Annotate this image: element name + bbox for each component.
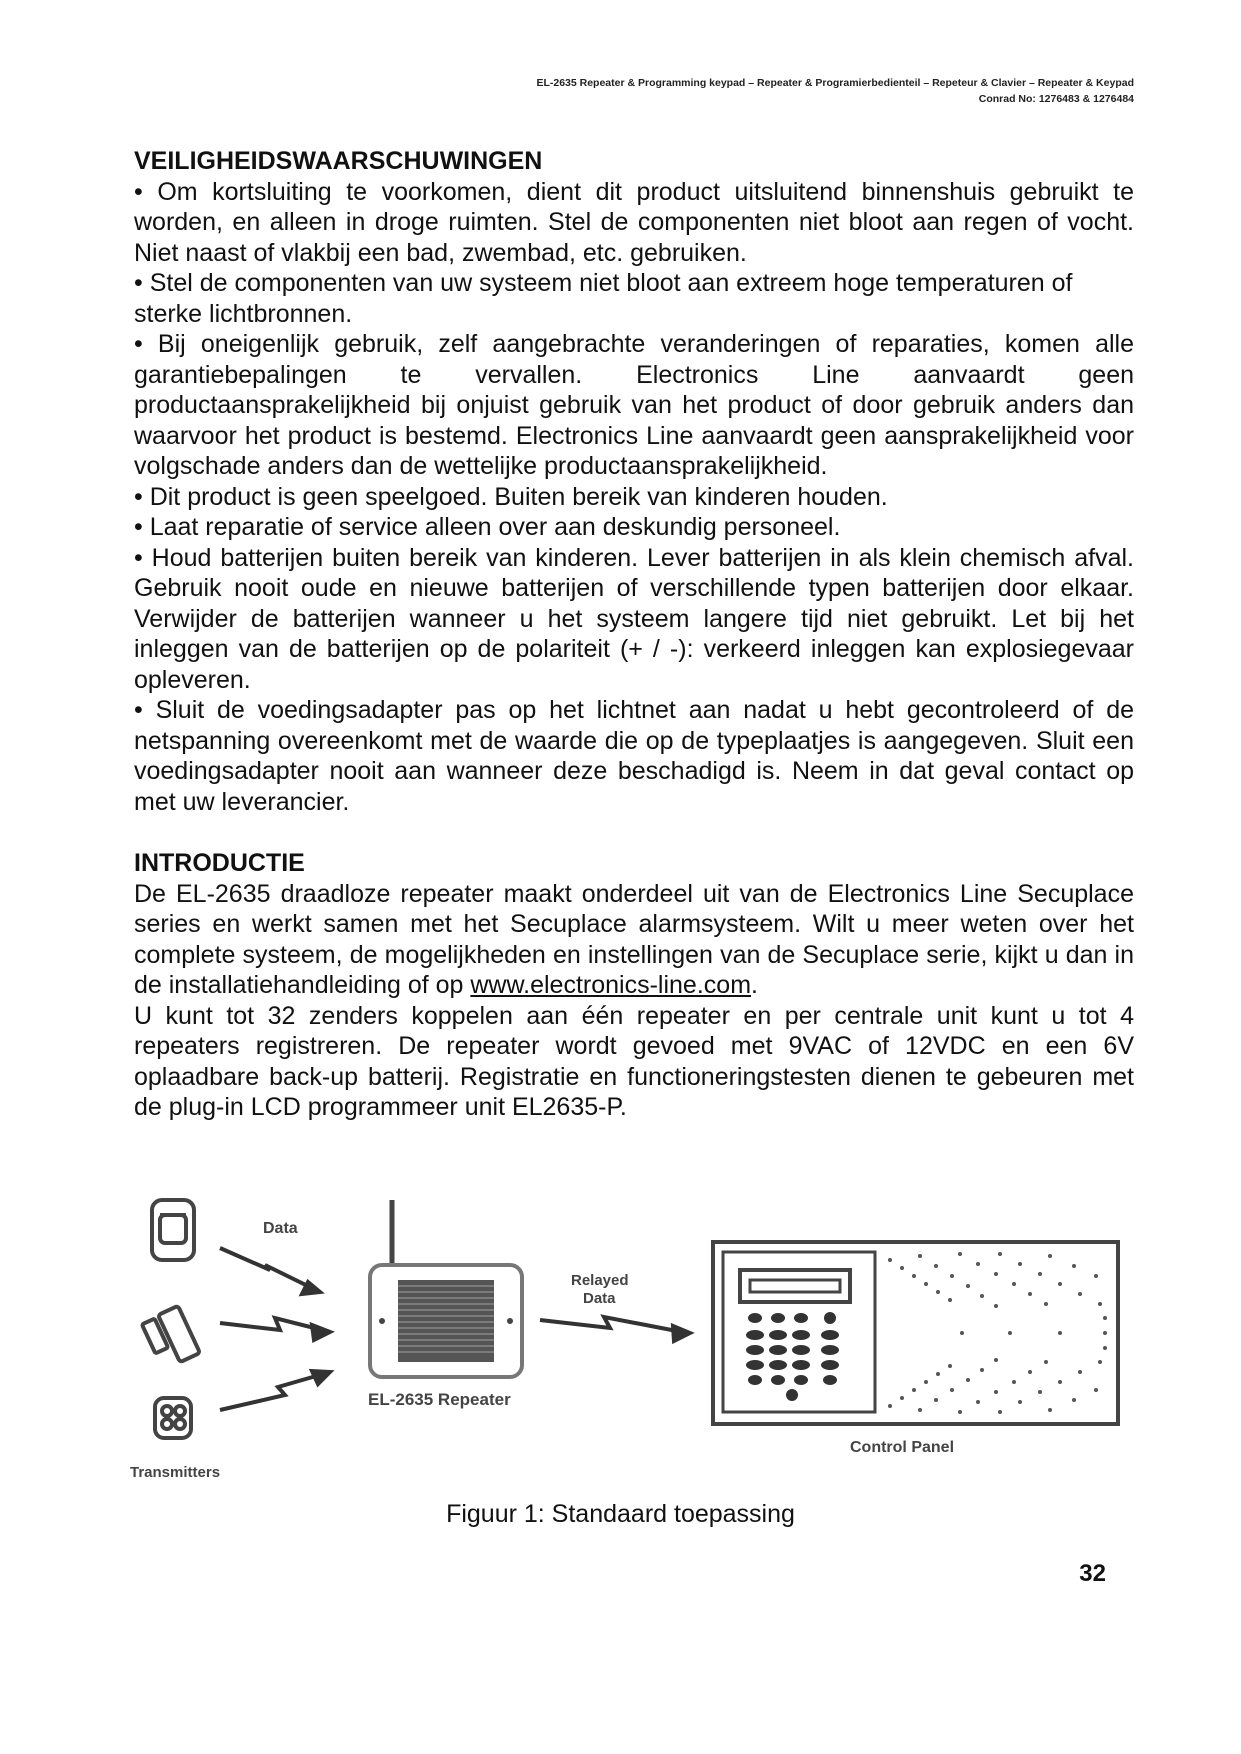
safety-heading: VEILIGHEIDSWAARSCHUWINGEN bbox=[134, 147, 543, 175]
safety-bullet-7: • Sluit de voedingsadapter pas op het lichtnet aan nadat u hebt gecontroleerd of de netspanning overeenkomt met de waarde die op de typeplaatjes is aangegeven. Sluit een voedingsadapter nooit aan wanneer deze beschadigd is. Neem in dat geval contact op met uw leverancier. bbox=[134, 696, 1134, 816]
application-figure bbox=[130, 1190, 1135, 1490]
relayed-label-line1: Relayed bbox=[571, 1272, 629, 1289]
safety-bullet-4: • Dit product is geen speelgoed. Buiten bereik van kinderen houden. bbox=[134, 482, 888, 511]
repeater-label: EL-2635 Repeater bbox=[368, 1390, 511, 1409]
main-content bbox=[134, 146, 1134, 1123]
data-label: Data bbox=[263, 1220, 298, 1237]
page-header bbox=[536, 75, 1134, 107]
transmitters-label: Transmitters bbox=[130, 1464, 221, 1481]
safety-bullet-3: • Bij oneigenlijk gebruik, zelf aangebrachte veranderingen of reparaties, komen alle garantiebepalingen te vervallen. Electronics Line aanvaardt geen productaansprakelijkheid bij onjuist gebruik van het product of door gebruik anders dan waarvoor het product is bestemd. Electronics Line aanvaardt geen aansprakelijkheid voor volgschade anders dan de wettelijke productaansprakelijkheid. bbox=[134, 330, 1134, 480]
safety-bullet-6: • Houd batterijen buiten bereik van kinderen. Lever batterijen in als klein chemisch afval. Gebruik nooit oude en nieuwe batterijen of verschillende typen batterijen door elkaar. Verwijder de batterijen wanneer u het systeem langere tijd niet gebruikt. Let bij het inleggen van de batterijen op de polariteit (+ / -): verkeerd inleggen kan explosiegevaar opleveren. bbox=[134, 543, 1134, 694]
control-panel-icon bbox=[713, 1242, 1118, 1424]
intro-paragraph-1 bbox=[134, 879, 1134, 1001]
repeater-device-icon bbox=[370, 1200, 522, 1377]
door-contact-icon bbox=[142, 1306, 200, 1362]
control-panel-label: Control Panel bbox=[850, 1439, 955, 1456]
relayed-signal-arrow bbox=[540, 1317, 690, 1341]
intro-paragraph-1-end: . bbox=[751, 971, 758, 999]
header-title: EL-2635 Repeater & Programming keypad – Repeater & Programierbedienteil – Repeteur & Clavier – Repeater & Keypad bbox=[536, 77, 1134, 89]
intro-paragraph-1-text: De EL-2635 draadloze repeater maakt onderdeel uit van de Electronics Line Secuplace series en werkt samen met het Secuplace alarmsysteem. Wilt u meer weten over het complete systeem, de mogelijkheden en instellingen van de Secuplace serie, kijkt u dan in de installatiehandleiding of op bbox=[134, 879, 1134, 999]
intro-heading: INTRODUCTIE bbox=[134, 849, 305, 877]
remote-fob-icon bbox=[155, 1398, 191, 1438]
header-conrad-number: Conrad No: 1276483 & 1276484 bbox=[978, 93, 1134, 105]
data-signal-arrows bbox=[220, 1248, 330, 1410]
pir-sensor-icon bbox=[152, 1200, 194, 1260]
electronics-line-link[interactable]: www.electronics-line.com bbox=[470, 971, 752, 999]
relayed-label-line2: Data bbox=[583, 1290, 616, 1307]
safety-bullet-2: • Stel de componenten van uw systeem niet bloot aan extreem hoge temperaturen of sterke lichtbronnen. bbox=[134, 269, 1073, 328]
safety-bullet-5: • Laat reparatie of service alleen over aan deskundig personeel. bbox=[134, 513, 841, 541]
safety-bullet-1: • Om kortsluiting te voorkomen, dient dit product uitsluitend binnenshuis gebruikt te worden, en alleen in droge ruimten. Stel de componenten niet bloot aan regen of vocht. Niet naast of vlakbij een bad, zwembad, etc. gebruiken. bbox=[134, 177, 1134, 267]
figure-diagram bbox=[130, 1190, 1135, 1490]
page-number: 32 bbox=[1079, 1560, 1106, 1587]
figure-caption: Figuur 1: Standaard toepassing bbox=[446, 1500, 795, 1528]
intro-paragraph-2: U kunt tot 32 zenders koppelen aan één repeater en per centrale unit kunt u tot 4 repeaters registreren. De repeater wordt gevoed met 9VAC of 12VDC en een 6V oplaadbare back-up batterij. Registratie en functioneringstesten dienen te gebeuren met de plug-in LCD programmeer unit EL2635-P. bbox=[134, 1001, 1134, 1121]
